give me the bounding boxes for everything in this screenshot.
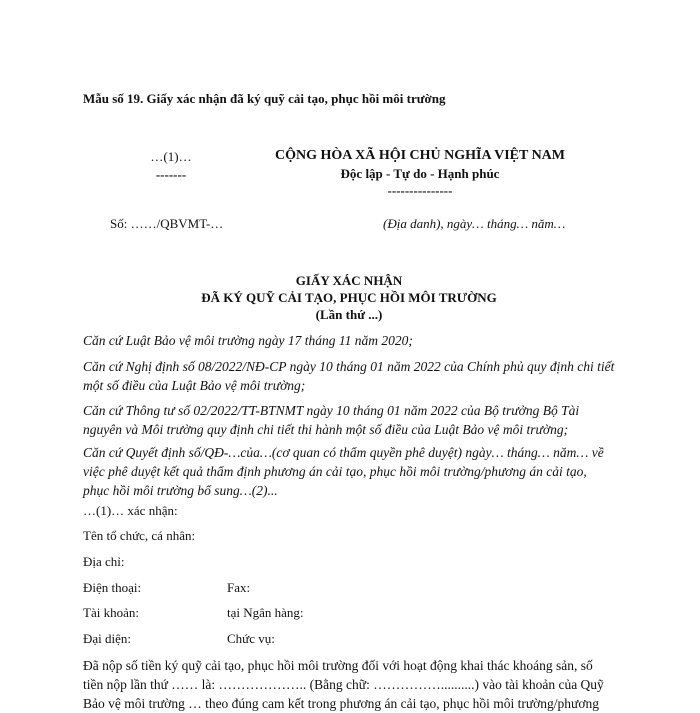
form-title: Mẫu số 19. Giấy xác nhận đã ký quỹ cải tạo, phục hồi môi trường <box>83 91 446 106</box>
document-title: GIẤY XÁC NHẬN <box>295 273 403 288</box>
position-label: Chức vụ: <box>227 631 275 646</box>
issue-number: (Lần thứ ...) <box>315 307 383 322</box>
document-number: Số: ……/QBVMT-… <box>110 216 224 231</box>
legal-basis-decree: Căn cứ Nghị định số 08/2022/NĐ-CP ngày 10 tháng 01 năm 2022 của Chính phủ quy định chi tiết một số điều của Luật Bảo vệ môi trường; <box>83 359 615 393</box>
legal-basis-law: Căn cứ Luật Bảo vệ môi trường ngày 17 tháng 11 năm 2020; <box>83 333 413 348</box>
representative-label: Đại diện: <box>83 631 132 646</box>
fax-label: Fax: <box>227 580 251 595</box>
account-label: Tài khoản: <box>83 605 139 620</box>
issuing-org-divider: ------- <box>155 167 187 182</box>
motto-divider: --------------- <box>387 183 453 198</box>
national-motto: Độc lập - Tự do - Hạnh phúc <box>340 166 500 181</box>
confirm-line: …(1)… xác nhận: <box>83 503 178 518</box>
document-subtitle: ĐÃ KÝ QUỸ CẢI TẠO, PHỤC HỒI MÔI TRƯỜNG <box>201 290 497 305</box>
issuing-org-placeholder: …(1)… <box>150 149 192 164</box>
phone-label: Điện thoại: <box>83 580 142 595</box>
legal-basis-decision: Căn cứ Quyết định số/QĐ-…của…(cơ quan có thẩm quyền phê duyệt) ngày… tháng… năm… về việc phê duyệt kết quả thẩm định phương án cải tạo, phục hồi môi trường/phương án cải tạo, phục hồi môi trường bổ sung…(2)... <box>83 445 604 498</box>
address-label: Địa chỉ: <box>83 554 125 569</box>
org-name-label: Tên tổ chức, cá nhân: <box>83 528 196 543</box>
country-name: CỘNG HÒA XÃ HỘI CHỦ NGHĨA VIỆT NAM <box>274 148 565 163</box>
bank-label: tại Ngân hàng: <box>227 605 304 620</box>
legal-basis-circular: Căn cứ Thông tư số 02/2022/TT-BTNMT ngày 10 tháng 01 năm 2022 của Bộ trưởng Bộ Tài nguyên và Môi trường quy định chi tiết thi hành một số điều của Luật Bảo vệ môi trường; <box>83 403 580 437</box>
place-and-date: (Địa danh), ngày… tháng… năm… <box>383 216 566 231</box>
deposit-statement: Đã nộp số tiền ký quỹ cải tạo, phục hồi môi trường đối với hoạt động khai thác khoáng sản, số tiền nộp lần thứ …… là: ……………….. (Bằng chữ: ……………..........) vào tài khoản của Quỹ Bảo vệ môi trường … theo đúng cam kết trong phương án cải tạo, phục hồi môi trường/phương <box>83 658 604 711</box>
